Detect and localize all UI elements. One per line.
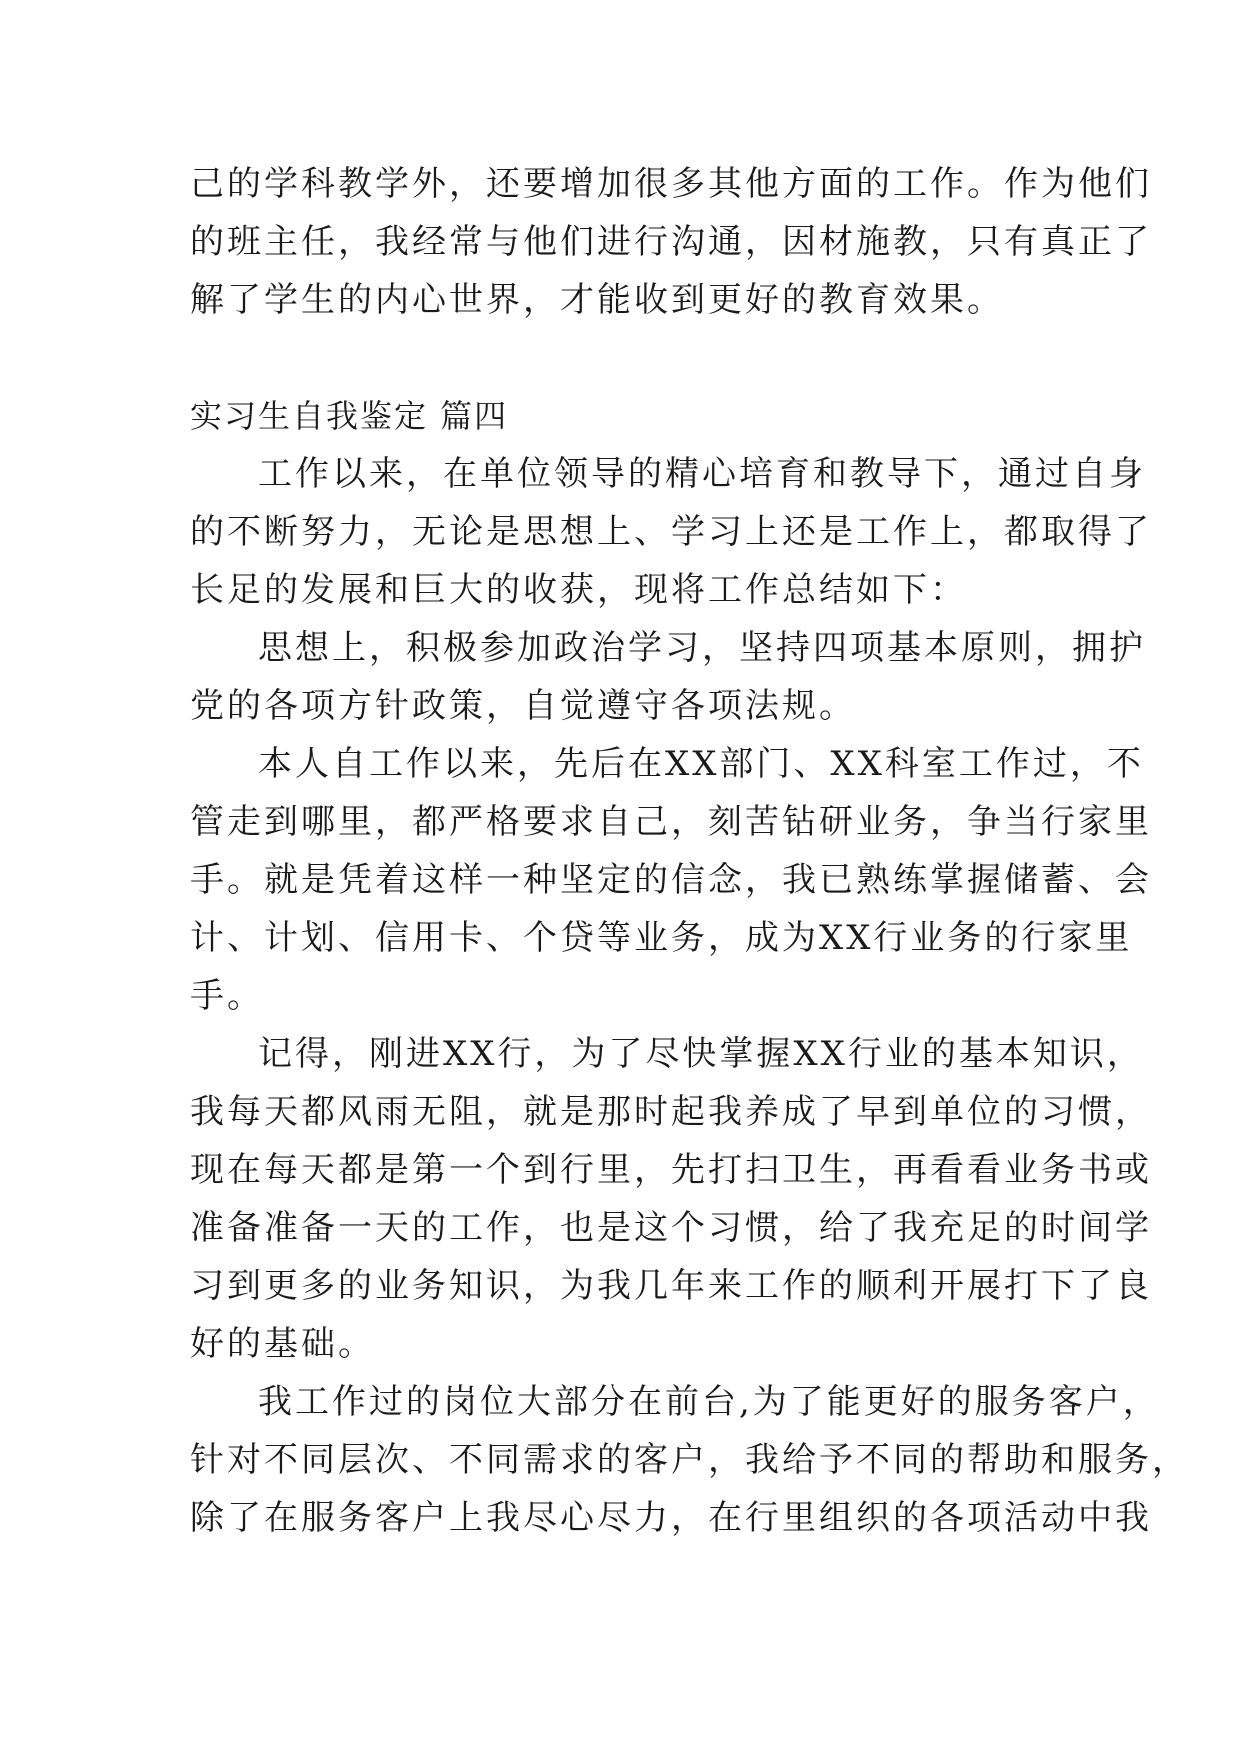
text-line: 的班主任，我经常与他们进行沟通，因材施教，只有真正了 [190,222,1152,262]
text-line: 己的学科教学外，还要增加很多其他方面的工作。作为他们 [190,164,1152,204]
text-line: 准备准备一天的工作，也是这个习惯，给了我充足的时间学 [190,1208,1152,1248]
text-line: 好的基础。 [190,1324,375,1364]
text-line: 现在每天都是第一个到行里，先打扫卫生，再看看业务书或 [190,1150,1152,1190]
intro-paragraph [190,155,1152,329]
text-line: 解了学生的内心世界，才能收到更好的教育效果。 [190,280,1004,320]
paragraph-5 [190,1373,1189,1547]
text-line: 我工作过的岗位大部分在前台,为了能更好的服务客户， [258,1382,1160,1422]
text-line: 党的各项方针政策，自觉遵守各项法规。 [190,686,856,726]
text-line: 本人自工作以来，先后在XX部门、XX科室工作过，不 [258,744,1144,784]
text-line: 手。 [190,976,264,1016]
paragraph-2 [190,619,1146,735]
paragraph-gap [190,329,1070,387]
text-line: 管走到哪里，都严格要求自己，刻苦钻研业务，争当行家里 [190,802,1152,842]
paragraph-4 [190,1025,1152,1373]
paragraph-3 [190,735,1152,1025]
text-line: 长足的发展和巨大的收获，现将工作总结如下： [190,570,967,610]
document-page [190,155,1189,1547]
text-line: 思想上，积极参加政治学习，坚持四项基本原则，拥护 [258,628,1146,668]
text-line: 针对不同层次、不同需求的客户，我给予不同的帮助和服务， [190,1440,1189,1480]
text-line: 除了在服务客户上我尽心尽力，在行里组织的各项活动中我 [190,1498,1152,1538]
text-line: 的不断努力，无论是思想上、学习上还是工作上，都取得了 [190,512,1152,552]
section-heading: 实习生自我鉴定 篇四 [190,397,509,435]
text-line: 我每天都风雨无阻，就是那时起我养成了早到单位的习惯， [190,1092,1152,1132]
text-line: 工作以来，在单位领导的精心培育和教导下，通过自身 [258,454,1146,494]
text-line: 习到更多的业务知识，为我几年来工作的顺利开展打下了良 [190,1266,1152,1306]
text-line: 记得，刚进XX行，为了尽快掌握XX行业的基本知识， [258,1034,1144,1074]
text-line: 手。就是凭着这样一种坚定的信念，我已熟练掌握储蓄、会 [190,860,1152,900]
text-line: 计、计划、信用卡、个贷等业务，成为XX行业务的行家里 [190,918,1133,958]
paragraph-1 [190,445,1152,619]
